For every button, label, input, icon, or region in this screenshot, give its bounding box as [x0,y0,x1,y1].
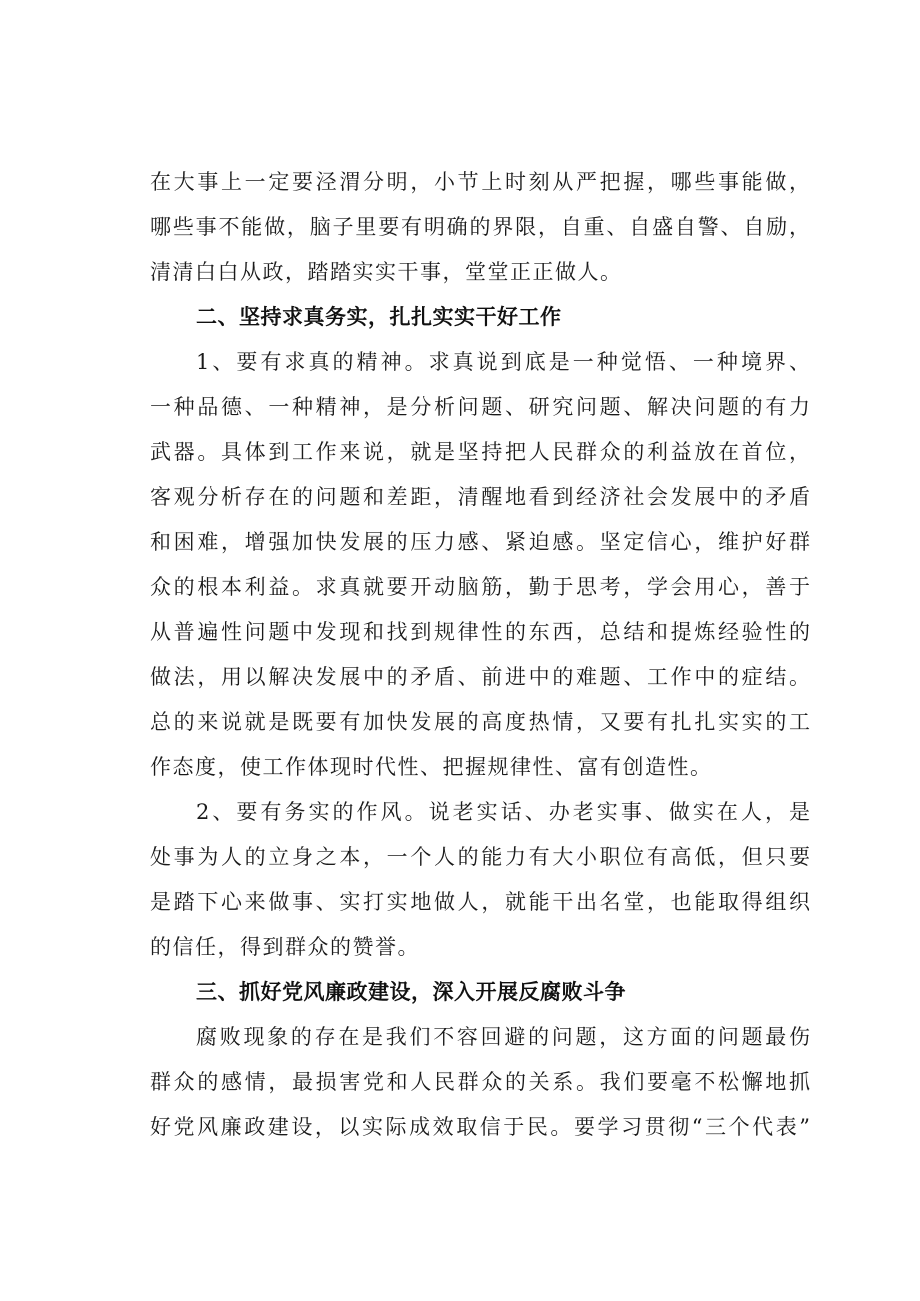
text-line: 清清白白从政，踏踏实实干事，堂堂正正做人。 [150,260,623,284]
text-line: 在大事上一定要泾渭分明，小节上时刻从严把握，哪些事能做， [150,170,810,194]
text-line: 总的来说就是既要有加快发展的高度热情，又要有扎扎实实的工 [150,710,810,734]
text-line: 客观分析存在的问题和差距，清醒地看到经济社会发展中的矛盾 [150,485,810,509]
paragraph-anti-corruption [150,1015,810,1150]
text-line: 处事为人的立身之本，一个人的能力有大小职位有高低，但只要 [150,845,810,869]
section-heading-3: 三、抓好党风廉政建设，深入开展反腐败斗争 [196,980,626,1004]
paragraph-continuation [150,160,810,295]
text-line: 哪些事不能做，脑子里要有明确的界限，自重、自盛自警、自励， [150,215,810,239]
text-line: 作态度，使工作体现时代性、把握规律性、富有创造性。 [150,755,713,779]
text-line: 的信任，得到群众的赞誉。 [150,935,420,959]
text-line: 是踏下心来做事、实打实地做人，就能干出名堂，也能取得组织 [150,890,810,914]
text-line: 和困难，增强加快发展的压力感、紧迫感。坚定信心，维护好群 [150,530,810,554]
text-line: 2、要有务实的作风。说老实话、办老实事、做实在人，是 [196,800,810,824]
text-line: 1、要有求真的精神。求真说到底是一种觉悟、一种境界、 [196,350,810,374]
paragraph-seek-truth [150,340,810,790]
text-line: 一种品德、一种精神，是分析问题、研究问题、解决问题的有力 [150,395,810,419]
document-body [150,160,810,1150]
text-line: 群众的感情，最损害党和人民群众的关系。我们要毫不松懈地抓 [150,1070,810,1094]
text-line: 腐败现象的存在是我们不容回避的问题，这方面的问题最伤 [196,1025,810,1049]
text-line: 好党风廉政建设，以实际成效取信于民。要学习贯彻“三个代表” [150,1115,810,1139]
paragraph-practical-style [150,790,810,970]
text-line: 武器。具体到工作来说，就是坚持把人民群众的利益放在首位， [150,440,810,464]
section-heading-2: 二、坚持求真务实，扎扎实实干好工作 [196,305,562,329]
text-line: 众的根本利益。求真就要开动脑筋，勤于思考，学会用心，善于 [150,575,810,599]
text-line: 做法，用以解决发展中的矛盾、前进中的难题、工作中的症结。 [150,665,810,689]
text-line: 从普遍性问题中发现和找到规律性的东西，总结和提炼经验性的 [150,620,810,644]
